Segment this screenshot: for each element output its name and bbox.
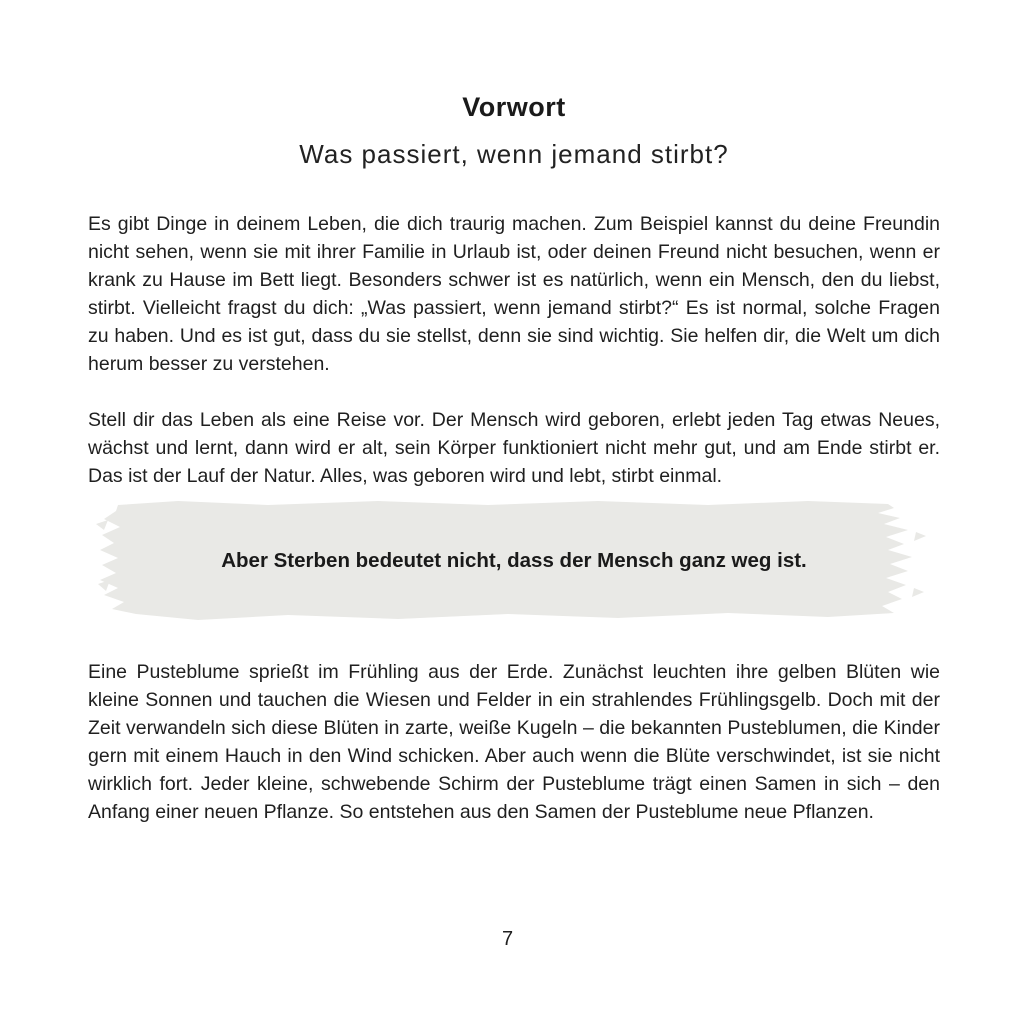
highlight-band [88,496,940,626]
paragraph-3: Eine Pusteblume sprießt im Frühling aus der Erde. Zunächst leuchten ihre gelben Blüten wie kleine Sonnen und tauchen die Wiesen und Felder in ein strahlendes Frühlingsgelb. Doch mit der Zeit verwandeln sich diese Blüten in zarte, weiße Kugeln – die bekannten Pusteblumen, die Kinder gern mit einem Hauch in den Wind schicken. Aber auch wenn die Blüte verschwindet, ist sie nicht wirklich fort. Jeder kleine, schwebende Schirm der Pusteblume trägt einen Samen in sich – den Anfang einer neuen Pflanze. So entstehen aus den Samen der Pusteblume neue Pflanzen. [88,661,940,823]
page-number: 7 [501,928,514,950]
page-subtitle: Was passiert, wenn jemand stirbt? [299,139,729,169]
paragraph-1: Es gibt Dinge in deinem Leben, die dich traurig machen. Zum Beispiel kannst du deine Freundin nicht sehen, wenn sie mit ihrer Familie in Urlaub ist, oder deinen Freund nicht besuchen, wenn er krank zu Hause im Bett liegt. Besonders schwer ist es natürlich, wenn ein Mensch, den du liebst, stirbt. Vielleicht fragst du dich: „Was passiert, wenn jemand stirbt?“ Es ist normal, solche Fragen zu haben. Und es ist gut, dass du sie stellst, denn sie sind wichtig. Sie helfen dir, die Welt um dich herum besser zu verstehen. [88,213,940,375]
page-title: Vorwort [462,92,566,122]
highlight-quote: Aber Sterben bedeutet nicht, dass der Mensch ganz weg ist. [221,549,807,572]
text-block [88,0,940,826]
paragraph-2: Stell dir das Leben als eine Reise vor. Der Mensch wird geboren, erlebt jeden Tag etwas Neues, wächst und lernt, dann wird er alt, sein Körper funktioniert nicht mehr gut, und am Ende stirbt er. Das ist der Lauf der Natur. Alles, was geboren wird und lebt, stirbt einmal. [88,409,940,487]
